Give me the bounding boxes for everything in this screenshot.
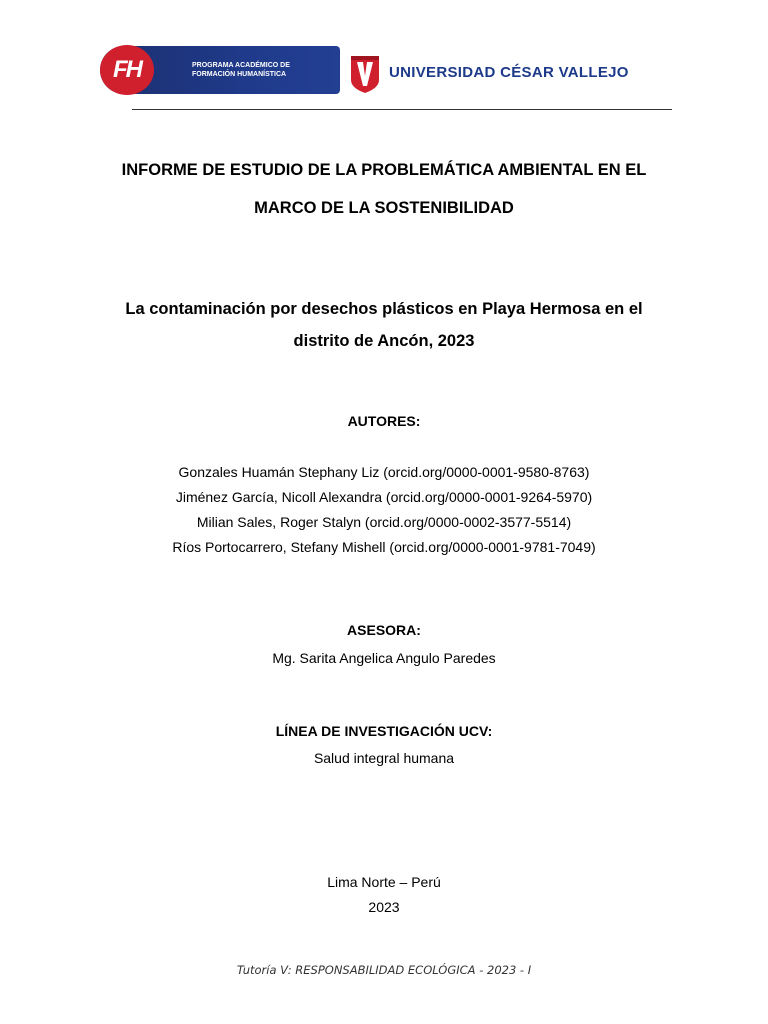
document-subtitle	[0, 293, 768, 357]
authors-list	[0, 460, 768, 560]
place: Lima Norte – Perú	[327, 874, 441, 890]
header-divider	[132, 109, 672, 110]
author-1: Gonzales Huamán Stephany Liz (orcid.org/0000-0001-9580-8763)	[178, 464, 590, 480]
author-4: Ríos Portocarrero, Stefany Mishell (orcid.org/0000-0001-9781-7049)	[172, 539, 596, 555]
document-title	[0, 151, 768, 227]
ucv-shield-icon	[349, 54, 381, 94]
university-name: UNIVERSIDAD CÉSAR VALLEJO	[389, 64, 629, 81]
research-line-heading: LÍNEA DE INVESTIGACIÓN UCV:	[275, 723, 493, 739]
program-name-line2: FORMACIÓN HUMANÍSTICA	[192, 71, 287, 78]
title-line-1: INFORME DE ESTUDIO DE LA PROBLEMÁTICA AMBIENTAL EN EL	[121, 161, 647, 179]
page-footer: Tutoría V: RESPONSABILIDAD ECOLÓGICA - 2023 - I	[236, 963, 532, 977]
title-line-2: MARCO DE LA SOSTENIBILIDAD	[254, 199, 514, 217]
author-2: Jiménez García, Nicoll Alexandra (orcid.org/0000-0001-9264-5970)	[175, 489, 593, 505]
program-name-line1: PROGRAMA ACADÉMICO DE	[192, 62, 290, 69]
subtitle-line-2: distrito de Ancón, 2023	[293, 332, 475, 350]
advisor-heading: ASESORA:	[347, 622, 421, 638]
subtitle-line-1: La contaminación por desechos plásticos en Playa Hermosa en el	[125, 300, 643, 318]
author-3: Milian Sales, Roger Stalyn (orcid.org/0000-0002-3577-5514)	[196, 514, 572, 530]
program-name	[192, 61, 332, 79]
fh-logo-icon: FH	[100, 45, 154, 95]
page-header	[0, 0, 768, 120]
year: 2023	[368, 899, 400, 915]
authors-heading: AUTORES:	[347, 413, 421, 429]
advisor-name: Mg. Sarita Angelica Angulo Paredes	[272, 650, 496, 666]
research-line: Salud integral humana	[313, 750, 455, 766]
